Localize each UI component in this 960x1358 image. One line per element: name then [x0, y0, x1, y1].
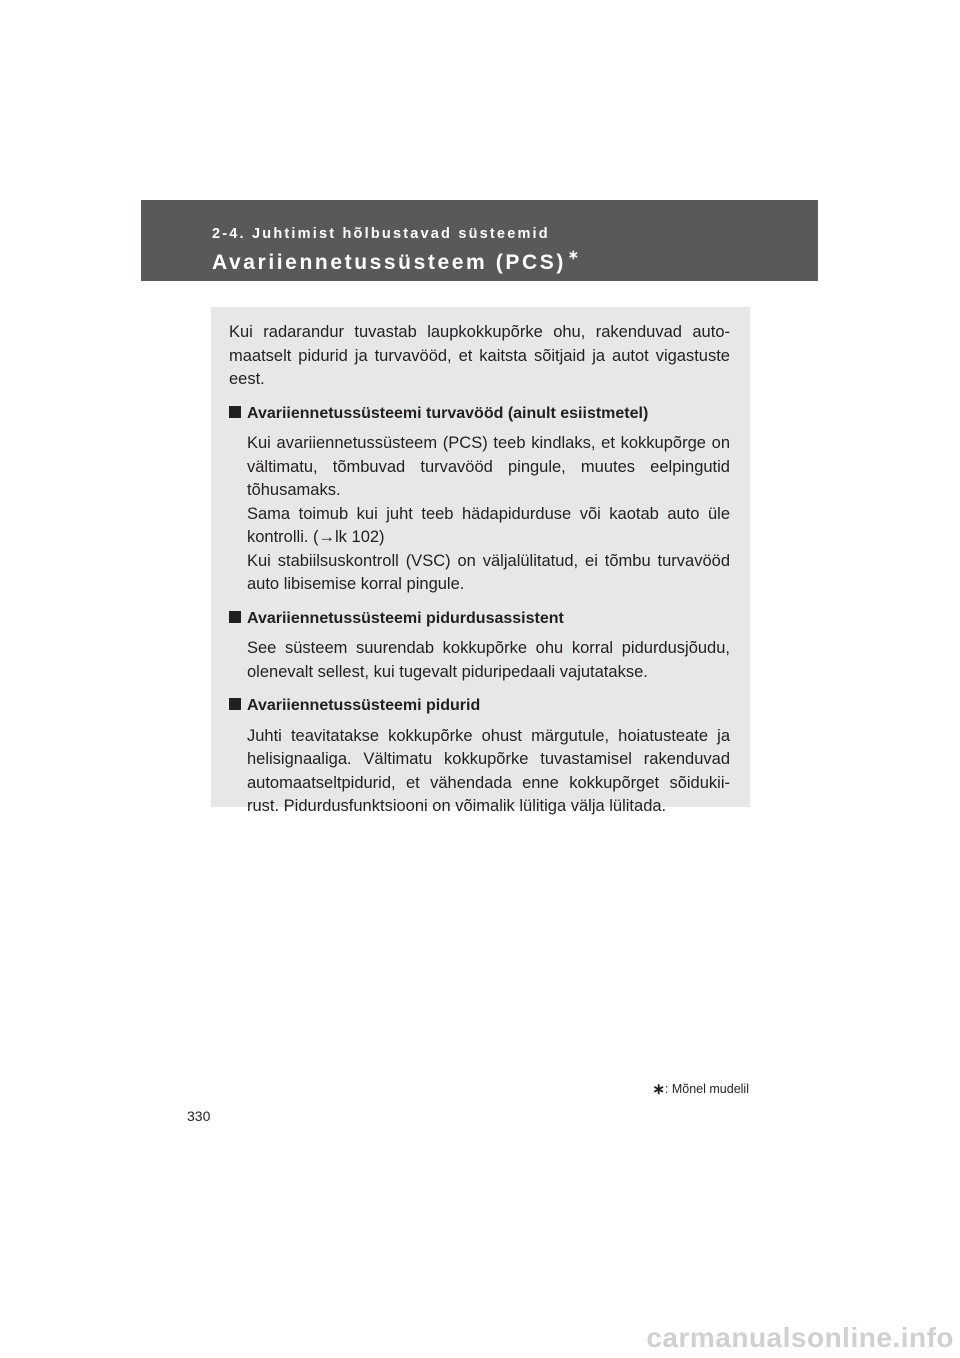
page-title-text: Avariiennetussüsteem (PCS)	[212, 251, 566, 274]
watermark: carmanualsonline.info	[646, 1322, 954, 1353]
section-label: 2-4. Juhtimist hõlbustavad süsteemid	[212, 226, 550, 242]
item-heading-text: Avariiennetussüsteemi turvavööd (ainult esiistmetel)	[247, 404, 649, 422]
item-body	[247, 725, 730, 819]
item-paragraph: Sama toimub kui juht teeb hädapidurduse või kaotab auto üle kontrolli. (→lk 102)	[247, 504, 730, 546]
item-paragraph: See süsteem suurendab kokkupõrke ohu korral pidurdusjõudu, olenevalt sellest, kui tugevalt piduripedaali vajutatakse.	[247, 639, 730, 681]
item-heading	[229, 694, 730, 718]
item-heading	[229, 402, 730, 426]
item-paragraph: Kui avariiennetussüsteem (PCS) teeb kindlaks, et kokkupõrge on vältimatu, tõmbuvad turvavööd pingule, muutes eelpingutid tõhusamaks.	[247, 434, 730, 499]
title-footnote-mark: ∗	[567, 247, 579, 262]
item-seatbelts	[229, 402, 730, 597]
header-band	[141, 200, 818, 281]
item-paragraph: Juhti teavitatakse kokkupõrke ohust märgutule, hoiatusteate ja helisignaaliga. Vältimatu kokkupõrke tuvastamisel rakenduvad automaatseltpidurid, et vähendada enne kokkupõrget sõidukii-rust. Pidurdusfunktsiooni on võimalik lülitiga välja lülitada.	[247, 726, 730, 815]
square-bullet-icon	[229, 611, 241, 623]
item-brake-assist	[229, 607, 730, 685]
intro-paragraph: Kui radarandur tuvastab laupkokkupõrke ohu, rakenduvad auto-maatselt pidurid ja turvavööd, et kaitsta sõitjaid ja autot vigastuste eest.	[229, 323, 730, 388]
square-bullet-icon	[229, 406, 241, 418]
item-body	[247, 637, 730, 684]
footnote-text: : Mõnel mudelil	[664, 1082, 749, 1096]
item-body	[247, 432, 730, 597]
item-heading	[229, 607, 730, 631]
footnote-mark: ∗	[652, 1081, 665, 1098]
page-number: 330	[187, 1108, 211, 1124]
item-brakes	[229, 694, 730, 819]
page-title	[212, 247, 579, 275]
item-heading-text: Avariiennetussüsteemi pidurid	[247, 697, 481, 714]
footnote	[652, 1080, 749, 1098]
content-box	[211, 307, 750, 815]
item-paragraph: Kui stabiilsuskontroll (VSC) on väljalülitatud, ei tõmbu turvavööd auto libisemise korral pingule.	[247, 551, 730, 593]
item-heading-text: Avariiennetussüsteemi pidurdusassistent	[247, 609, 564, 627]
square-bullet-icon	[229, 698, 241, 710]
